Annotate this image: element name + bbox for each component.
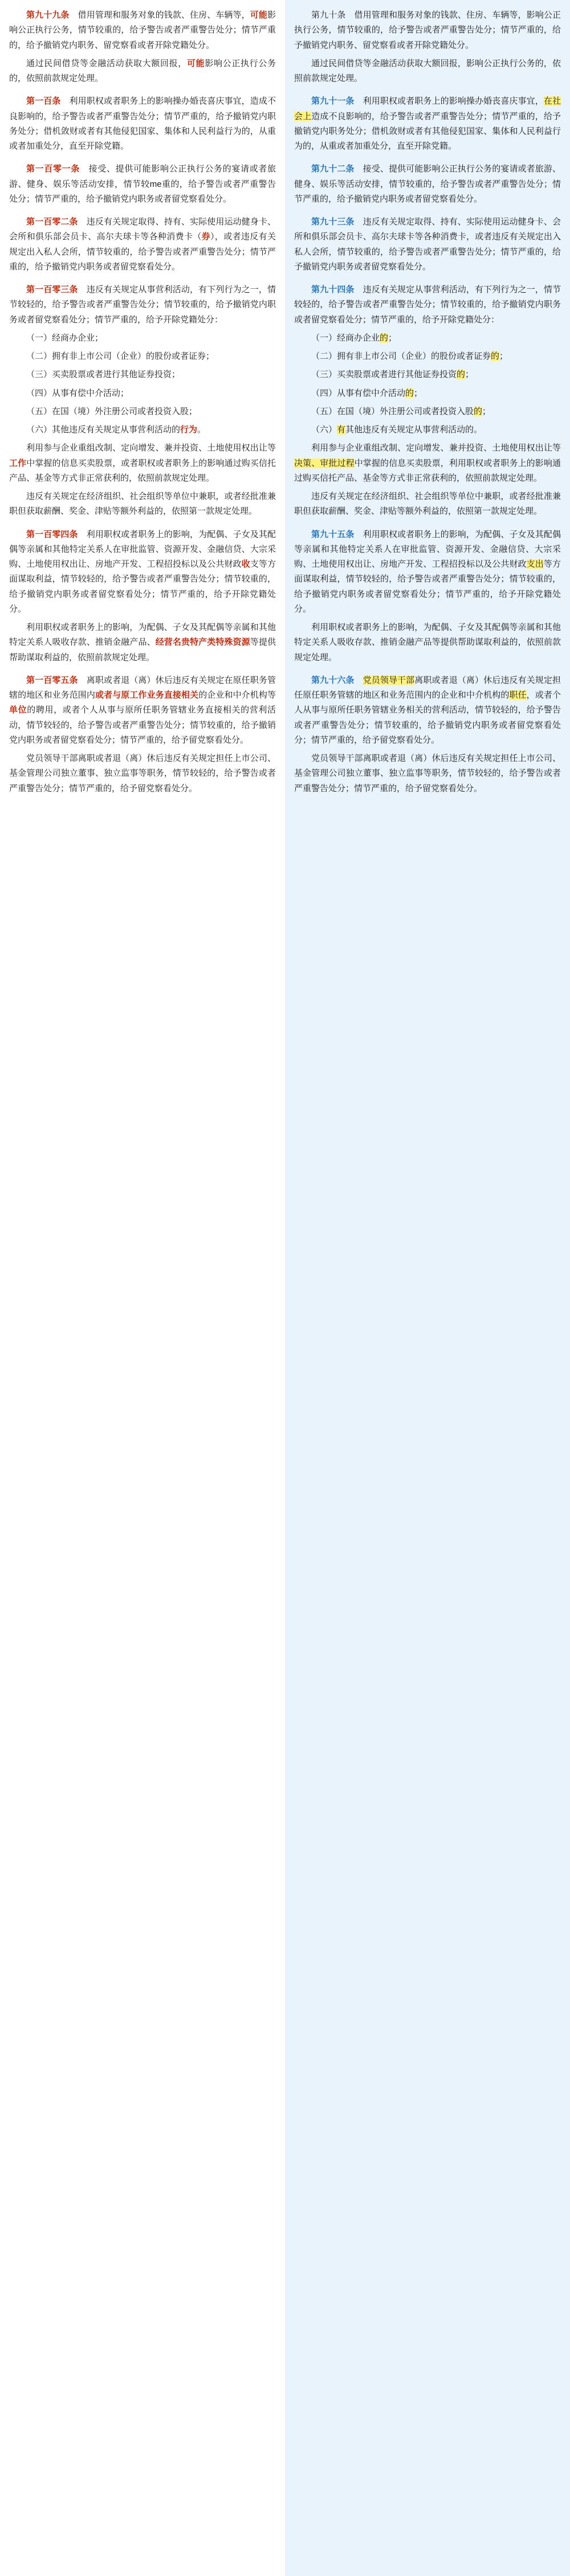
text-run-numblue: 第九十四条	[311, 285, 355, 294]
paragraph	[294, 386, 561, 401]
article-a105	[9, 673, 276, 796]
paragraph	[9, 8, 276, 53]
text-run: （五）在国（境）外注册公司或者投资入股	[311, 406, 474, 416]
text-run: 的聘用，或者个人从事与原所任职务管辖业务直接相关的营利活动，情节较轻的，给予警告或者严重警告处分；情节较重的，给予撤销党内职务或者留党察看处分；情节严重的，给予留党察看处分。	[9, 705, 276, 745]
paragraph	[294, 8, 561, 53]
text-run: ，或者个人从事与原所任职务管辖业务相关的营利活动，情节较轻的，给予警告或者严重警告处分；情节较重的，给予撤销党内职务或者留党察看处分；情节严重的，给予留党察看处分。	[294, 690, 561, 745]
text-run: 离职或者退（离）休后违反有关规定在原任职务管辖的地区和业务范围内	[9, 675, 276, 700]
text-run: 利用职权或者职务上的影响，为配偶、子女及其配偶等亲属和其他特定关系人在审批监管、资源开发、金融信贷、大宗采购、土地使用权出让、房地产开发、工程招投标以及公共财政	[9, 529, 276, 569]
paragraph	[294, 331, 561, 346]
text-run: （一）经商办企业	[311, 333, 380, 343]
paragraph	[9, 620, 276, 665]
text-run-numblue: 第九十三条	[311, 217, 355, 227]
paragraph	[294, 404, 561, 419]
text-run: 接受、提供可能影响公正执行公务的宴请或者旅游、健身、娱乐等活动安排，情节较me重的，给予警告或者严重警告处分；情节严重的，给予撤销党内职务或者留党察看处分。	[9, 164, 276, 204]
text-run-red: 行为	[180, 425, 198, 435]
text-run-red: 券	[201, 232, 211, 242]
paragraph	[9, 386, 276, 401]
paragraph	[9, 94, 276, 154]
text-run-yellow: 决策、审批过程	[294, 458, 355, 468]
text-run: 违反有关规定从事营利活动，有下列行为之一，情节较轻的，给予警告或者严重警告处分；情节较重的，给予撤销党内职务或者留党察看处分；情节严重的，给予开除党籍处分：	[9, 285, 276, 325]
paragraph	[9, 527, 276, 617]
text-run-numblue: 第九十一条	[311, 96, 355, 107]
text-run: （四）从事有偿中介活动	[311, 388, 406, 398]
article-a96	[294, 673, 561, 796]
article-a101	[9, 162, 276, 207]
article-a103	[9, 282, 276, 519]
text-run: 利用职权或者职务上的影响，为配偶、子女及其配偶等亲属和其他特定关系人吸收存款、推销金融产品、	[9, 623, 276, 648]
text-run: 中掌握的信息买卖股票，利用职权或者职务上的影响通过购买信托产品、基金等方式非正常获利的，依照前款规定处理。	[294, 458, 561, 483]
text-run: 借用管理和服务对象的钱款、住房、车辆等，	[69, 10, 250, 20]
text-run-num: 第一百零四条	[26, 529, 78, 539]
text-run: 违反有关规定在经济组织、社会组织等单位中兼职，或者经批准兼职但获取薪酬、奖金、津贴等额外利益的，依照第一款规定处理。	[9, 492, 276, 517]
article-a94	[294, 282, 561, 519]
paragraph	[294, 489, 561, 519]
text-run: 第九十条	[311, 10, 346, 20]
article-a91	[294, 94, 561, 154]
paragraph	[294, 349, 561, 364]
text-run-red: 单位	[9, 705, 27, 715]
paragraph	[9, 331, 276, 346]
text-run: 支等方面谋取利益，情节较轻的，给予警告或者严重警告处分；情节较重的，给予撤销党内职务或者留党察看处分；情节严重的，给予开除党籍处分。	[9, 559, 276, 614]
text-run-yellow: 的	[474, 406, 483, 416]
text-run: 等方面谋取利益，情节较轻的，给予警告或者严重警告处分；情节较重的，给予撤销党内职务或者留党察看处分；情节严重的，给予开除党籍处分。	[294, 559, 561, 614]
text-run: ；	[482, 406, 491, 416]
text-run: 利用参与企业重组改制、定向增发、兼并投资、土地使用权出让等	[311, 443, 561, 453]
text-run: 接受、提供可能影响公正执行公务的宴请或者旅游、健身、娱乐等活动安排，情节较重的，给予警告或者严重警告处分；情节严重的，给予撤销党内职务或者留党察看处分。	[294, 164, 561, 204]
text-run-yellow: 党员领导干部	[363, 675, 415, 685]
text-run-numblue: 第九十五条	[311, 529, 355, 539]
text-run-yellow: 在社会上	[294, 96, 561, 121]
text-run: 其他违反有关规定从事营利活动的。	[345, 425, 483, 435]
text-run-yellow: 的	[457, 370, 466, 380]
text-run-num: 第一百零五条	[26, 675, 78, 685]
paragraph	[9, 215, 276, 275]
text-run-red: 工作	[9, 458, 27, 468]
article-a90	[294, 8, 561, 86]
text-run-num: 第一百零二条	[26, 217, 78, 227]
text-run: 影响公正执行公务，情节较重的，给予警告或者严重警告处分；情节严重的，给予撤销党内职务、留党察看或者开除党籍处分。	[9, 10, 276, 50]
text-run: 的企业和中介机构等	[198, 690, 276, 700]
article-a93	[294, 215, 561, 275]
text-run: （四）从事有偿中介活动；	[26, 388, 129, 398]
text-run-red: 收	[241, 559, 250, 569]
text-run-red: 经营名贵特产类特殊资源	[155, 637, 250, 648]
text-run: 利用职权或者职务上的影响，为配偶、子女及其配偶等亲属和其他特定关系人吸收存款、推销金融产品等提供帮助谋取利益的，依照前款规定处理。	[294, 623, 561, 662]
text-run: 利用职权或者职务上的影响操办婚丧喜庆事宜，	[354, 96, 544, 107]
column-original	[285, 0, 570, 2576]
text-run: （六）其他违反有关规定从事营利活动的	[26, 425, 181, 435]
paragraph	[9, 56, 276, 87]
text-run: （三）买卖股票或者进行其他证券投资；	[26, 370, 181, 380]
text-run	[355, 675, 363, 685]
text-run-yellow: 的	[491, 351, 500, 361]
text-run: （六）	[311, 425, 337, 435]
text-run-yellow: 职任	[509, 690, 527, 700]
article-a95	[294, 527, 561, 665]
text-run: （五）在国（境）外注册公司或者投资入股；	[26, 406, 198, 416]
text-run: ；	[465, 370, 474, 380]
text-run: 违反有关规定取得、持有、实际使用运动健身卡、会所和俱乐部会员卡、高尔夫球卡等各种消费卡（	[9, 217, 276, 242]
text-run-num: 第一百零三条	[26, 285, 78, 294]
text-run: （一）经商办企业；	[26, 333, 104, 343]
text-run: 违反有关规定从事营利活动，有下列行为之一，情节较轻的，给予警告或者严重警告处分；情节较重的，给予撤销党内职务或者留党察看处分；情节严重的，给予开除党籍处分：	[294, 285, 561, 325]
text-run: 违反有关规定取得、持有、实际使用运动健身卡、会所和俱乐部会员卡、高尔夫球卡等各种消费卡，或者违反有关规定出入私人会所，情节较重的，给予警告或者严重警告处分；情节严重的，给予撤销党内职务或者留党察看处分。	[294, 217, 561, 272]
paragraph	[294, 162, 561, 207]
text-run-num: 第九十九条	[26, 10, 70, 20]
text-run: 党员领导干部离职或者退（离）休后违反有关规定担任上市公司、基金管理公司独立董事、独立监事等职务，情节较轻的，给予警告或者严重警告处分；情节严重的，给予留党察看处分。	[294, 753, 561, 793]
text-run: 利用职权或者职务上的影响操办婚丧喜庆事宜，造成不良影响的，给予警告或者严重警告处分；情节严重的，给予撤销党内职务处分；借机敛财或者有其他侵犯国家、集体和人民利益行为的，从重或者加重处分，直至开除党籍。	[9, 96, 276, 151]
text-run: 离职或者退（离）休后违反有关规定担任原任职务管辖的地区和业务范围内的企业和中介机构的	[294, 675, 561, 700]
paragraph	[294, 215, 561, 275]
paragraph	[294, 367, 561, 382]
paragraph	[294, 282, 561, 327]
paragraph	[294, 751, 561, 796]
text-run: （二）拥有非上市公司（企业）的股份或者证券	[311, 351, 491, 361]
article-a99	[9, 8, 276, 86]
text-run: ；	[414, 388, 423, 398]
text-run: （三）买卖股票或者进行其他证券投资	[311, 370, 457, 380]
text-run: 借用管理和服务对象的钱款、住房、车辆等，影响公正执行公务，情节较重的，给予警告或者严重警告处分；情节严重的，给予撤销党内职务、留党察看或者开除党籍处分。	[294, 10, 561, 50]
paragraph	[294, 94, 561, 154]
text-run: ；	[499, 351, 508, 361]
paragraph	[9, 441, 276, 486]
text-run: 。	[197, 425, 206, 435]
text-run-yellow: 支出	[526, 559, 544, 569]
paragraph	[9, 404, 276, 419]
paragraph	[294, 673, 561, 748]
text-run-numblue: 第九十六条	[311, 675, 355, 685]
paragraph	[294, 527, 561, 617]
paragraph	[294, 56, 561, 87]
text-run: 违反有关规定在经济组织、社会组织等单位中兼职，或者经批准兼职但获取薪酬、奖金、津贴等额外利益的，依照第一款规定处理。	[294, 492, 561, 517]
paragraph	[9, 489, 276, 519]
text-run: 通过民间借贷等金融活动获取大额回报，影响公正执行公务的，依照前款规定处理。	[294, 58, 561, 83]
article-a92	[294, 162, 561, 207]
text-run: ），或者违反有关规定出入私人会所，情节较重的，给予警告或者严重警告处分；情节严重的，给予撤销党内职务或者留党察看处分。	[9, 232, 276, 272]
text-run: 利用职权或者职务上的影响，为配偶、子女及其配偶等亲属和其他特定关系人在审批监管、资源开发、金融信贷、大宗采购、土地使用权出让、房地产开发、工程招投标以及公共财政	[294, 529, 561, 569]
text-run-red: 或者与原工作业务直接相关	[95, 690, 199, 700]
paragraph	[9, 349, 276, 364]
text-run-red: 可能	[250, 10, 267, 20]
paragraph	[9, 367, 276, 382]
text-run: 利用参与企业重组改制、定向增发、兼并投资、土地使用权出让等	[26, 443, 276, 453]
article-a104	[9, 527, 276, 665]
paragraph	[9, 162, 276, 207]
paragraph	[9, 423, 276, 437]
paragraph	[9, 673, 276, 748]
text-run-red: 可能	[186, 58, 205, 68]
text-run: （二）拥有非上市公司（企业）的股份或者证券；	[26, 351, 215, 361]
text-run: ；	[388, 333, 397, 343]
text-run-numblue: 第九十二条	[311, 164, 355, 174]
text-run: 党员领导干部离职或者退（离）休后违反有关规定担任上市公司、基金管理公司独立董事、独立监事等职务，情节较轻的，给予警告或者严重警告处分；情节严重的，给予留党察看处分。	[9, 753, 276, 793]
text-run: 影响公正执行公务的，依照前款规定处理。	[9, 58, 276, 83]
text-run: 造成不良影响的，给予警告或者严重警告处分；情节严重的，给予撤销党内职务处分；借机敛财或者有其他侵犯国家、集体和人民利益行为的，从重或者加重处分，直至开除党籍。	[294, 111, 561, 151]
text-run: 通过民间借贷等金融活动获取大额回报，	[26, 58, 187, 68]
paragraph	[294, 441, 561, 486]
article-a102	[9, 215, 276, 275]
paragraph	[9, 751, 276, 796]
paragraph	[294, 620, 561, 665]
text-run: 等提供帮助谋取利益的，依照前款规定处理。	[9, 637, 276, 662]
article-a100	[9, 94, 276, 154]
text-run-yellow: 有	[337, 425, 346, 435]
text-run-num: 第一百条	[26, 96, 61, 107]
text-run-yellow: 的	[405, 388, 414, 398]
paragraph	[294, 423, 561, 437]
text-run-num: 第一百零一条	[26, 164, 80, 174]
text-run: 中掌握的信息买卖股票，或者职权或者职务上的影响通过购买信托产品、基金等方式非正常获利的，依照前款规定处理。	[9, 458, 276, 483]
text-run-yellow: 的	[380, 333, 389, 343]
paragraph	[9, 282, 276, 327]
